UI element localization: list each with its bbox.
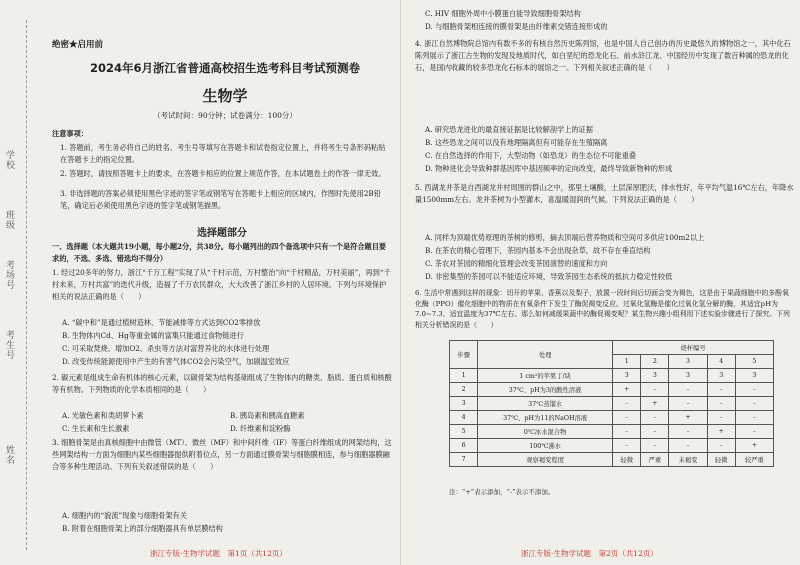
row-step: 3 — [450, 397, 478, 411]
row-val: - — [707, 383, 735, 397]
table-note: 注：“+”表示添加，“-”表示不添加。 — [449, 488, 555, 496]
row-val: - — [613, 425, 641, 439]
q5-option-c: C. 茶农对茶园的精细化管理会改变茶园演替的速度和方向 — [425, 259, 608, 268]
row-val: 严重 — [641, 453, 669, 467]
q1-option-c: C. 可采取焚烧、增加O2、杀虫等方法对富营养化的水体进行处理 — [62, 344, 270, 353]
margin-label-room: 考场号 — [4, 260, 14, 290]
q5-option-a: A. 同样为顶端优势原理的茶树的修剪，摘去顶端后营养物质和空间可多供应100m2以上 — [425, 233, 705, 242]
table-header-proc: 处理 — [478, 341, 613, 369]
exam-title: 2024年6月浙江省普通高校招生选考科目考试预测卷 — [89, 61, 360, 75]
table-row — [450, 383, 774, 397]
row-val: - — [641, 425, 669, 439]
q1-option-b: B. 生物体内Cd、Hg等重金属的富集只能通过食物链进行 — [62, 331, 244, 340]
row-val: + — [707, 425, 735, 439]
q4-option-d: D. 物种进化会导致种群基因库中基因频率的定向改变，最终导致新物种的形成 — [425, 164, 673, 173]
row-val: - — [669, 397, 707, 411]
row-proc: 37℃、pH为11的NaOH溶液 — [478, 411, 613, 425]
row-val: 未褐变 — [669, 453, 707, 467]
right-page — [400, 0, 800, 565]
q3-option-b: B. 附着在细胞骨架上的部分细胞器具有单层膜结构 — [62, 524, 223, 533]
row-step: 4 — [450, 411, 478, 425]
row-proc: 37℃蒸馏水 — [478, 397, 613, 411]
row-val: - — [669, 383, 707, 397]
table-row — [450, 397, 774, 411]
question-1: 1. 经过20多年的努力，浙江“千万工程”实现了从“千村示范，万村整治”向“千村精品，万村美丽”，再到“千村未来，万村共富”的迭代升级，造福了千万农民群众，大大改善了浙江乡村的人居环境。下列与环境保护相关的说法正确的是（ ） — [52, 268, 391, 301]
left-footer: 浙江专版-生物学试题 第1页（共12页） — [150, 549, 287, 558]
row-val: 轻微 — [707, 453, 735, 467]
row-val: 轻微 — [613, 453, 641, 467]
row-val: 3 — [641, 369, 669, 383]
table-row — [450, 369, 774, 383]
row-proc: 100℃沸水 — [478, 439, 613, 453]
row-proc: 观察褐变程度 — [478, 453, 613, 467]
question-6: 6. 生活中常遇到这样的现象：切开的苹果、香蕉以及梨子，放置一段时间后切面会变为褐色，这是由于果蔬细胞中的多酚氧化酶（PPO）催化细胞中的物质在有氧条件下发生了酶促褐变反应。过氧化氢酶是催化过氧化氢分解的酶，其适宜pH为7.0~7.3，适宜温度为37℃左右。那么如何减缓果蔬中的酶促褐变呢？某生物兴趣小组利用下述实验步骤进行了探究。下列相关分析错误的是（ ） — [415, 289, 790, 329]
table-header-step: 步骤 — [450, 341, 478, 369]
tube-num: 4 — [707, 355, 735, 369]
row-val: - — [641, 439, 669, 453]
question-5: 5. 西湖龙井茶是自西湖龙井村周围的群山之中，那里土壤酸，土层深厚肥沃，排水性好，年平均气温16℃左右，年降水量1500mm左右。龙井茶树为小型灌木，喜温暖湿润的气候。下列说法正确的是（ ） — [415, 183, 794, 204]
tube-num: 3 — [669, 355, 707, 369]
row-val: - — [707, 411, 735, 425]
q3-option-c: C. HIV 细胞外周中小膜蛋白能导致细胞骨架结构 — [425, 9, 581, 18]
row-step: 1 — [450, 369, 478, 383]
exam-meta: （考试时间：90分钟；试卷满分：100分） — [153, 111, 297, 120]
notice-heading: 注意事项： — [52, 129, 88, 138]
row-val: - — [641, 383, 669, 397]
row-val: + — [735, 439, 773, 453]
q2-option-c: C. 生长素和生长激素 — [62, 424, 130, 433]
subject-title: 生物学 — [202, 87, 248, 105]
q2-option-a: A. 光敏色素和类胡萝卜素 — [62, 411, 144, 420]
secret-label: 绝密★启用前 — [52, 40, 104, 50]
row-val: 3 — [735, 369, 773, 383]
tube-num: 5 — [735, 355, 773, 369]
row-val: - — [707, 397, 735, 411]
notice-2: 2. 答题时，请按照答题卡上的要求，在答题卡相应的位置上规范作答，在本试题卷上的作答一律无效。 — [60, 169, 386, 178]
table-row — [450, 411, 774, 425]
notice-1: 1. 答题前，考生务必将自己的姓名、考生号等填写在答题卡和试卷指定位置上，并将考生号条形码粘贴在答题卡上的指定位置。 — [60, 143, 386, 164]
row-val: + — [669, 411, 707, 425]
right-footer: 浙江专版-生物学试题 第2页（共12页） — [521, 549, 658, 558]
q4-option-c: C. 在自然选择的作用下，大型动物（如恐龙）的生态位不可能重叠 — [425, 151, 637, 160]
margin-label-school: 学校 — [4, 150, 14, 170]
q2-option-d: D. 纤维素和淀粉酶 — [230, 424, 291, 433]
cut-line — [26, 20, 27, 550]
q2-option-b: B. 胰岛素和胰高血糖素 — [230, 411, 305, 420]
row-val: - — [707, 439, 735, 453]
table-row — [450, 453, 774, 467]
q5-option-b: B. 在茶农的精心管理下，茶园内基本不会出现杂草，故不存在垂直结构 — [425, 246, 651, 255]
q5-option-d: D. 非密集型的茶园可以不能适应环境，导致茶园生态系统的抵抗力稳定性较低 — [425, 272, 673, 281]
row-val: + — [613, 383, 641, 397]
row-step: 2 — [450, 383, 478, 397]
row-step: 7 — [450, 453, 478, 467]
row-proc: 0℃冰水混合物 — [478, 425, 613, 439]
row-proc: 1 cm²的苹果丁/块 — [478, 369, 613, 383]
row-val: - — [613, 439, 641, 453]
experiment-table — [449, 340, 774, 467]
row-proc: 37℃、pH为3的酸性溶液 — [478, 383, 613, 397]
q3-option-a: A. 细胞内的“貌流”现象与细胞骨架有关 — [62, 511, 187, 520]
margin-label-name: 姓名 — [4, 445, 14, 465]
row-val: - — [669, 439, 707, 453]
tube-num: 2 — [641, 355, 669, 369]
question-3: 3. 细胞骨架是由真核细胞中由微管（MT）、微丝（MF）和中间纤维（IF）等蛋白纤维组成的网架结构，这些网架结构一方面为细胞内某些细胞器提供附着位点，另一方面通过膜骨架与细胞膜相连，参与细胞器膜融合等多种生理活动。下列有关叙述错误的是（ ） — [52, 438, 392, 471]
question-4: 4. 浙江自然博物院总馆内有数不多的有核自然历史陈列馆，也是中国人自己创办的历史最悠久的博物馆之一，其中化石陈列展示了浙江古生物的发现及地质时代，如白垩纪的恐龙化石、前水浒江龙、中国经历中发现了数百种属的恐龙的化石，是国内收藏的较多恐龙化石标本的展馆之一。下列相关叙述正确的是（ ） — [415, 39, 791, 72]
row-step: 5 — [450, 425, 478, 439]
q4-option-b: B. 这些恐龙之间可以没有地理隔离但有可能存在生殖隔离 — [425, 138, 608, 147]
row-val: - — [735, 411, 773, 425]
row-val: - — [613, 411, 641, 425]
row-val: 3 — [669, 369, 707, 383]
section-intro: 一、选择题（本大题共19小题，每小题2分，共38分。每小题列出的四个备选项中只有一个是符合题目要求的，不选、多选、错选均不得分） — [52, 242, 387, 263]
row-val: 3 — [613, 369, 641, 383]
row-val: - — [735, 383, 773, 397]
row-val: - — [735, 397, 773, 411]
table-row — [450, 425, 774, 439]
binding-margin — [0, 0, 40, 565]
row-val: 3 — [707, 369, 735, 383]
q1-option-a: A. “碳中和”是通过植树造林、节能减排等方式达到CO2零排放 — [62, 318, 261, 327]
row-val: - — [613, 397, 641, 411]
tube-num: 1 — [613, 355, 641, 369]
question-2: 2. 碳元素是组成生命有机体的核心元素，以碳骨架为结构基础组成了生物体内的糖类、脂质、蛋白质和核酸等有机物。下列物质的化学本质相同的是（ ） — [52, 373, 392, 394]
notice-3: 3. 非选择题的答案必须使用黑色字迹的签字笔或钢笔写在答题卡上相应的区域内，作图时先使用2B铅笔，确定后必须使用黑色字迹的签字笔或钢笔描黑。 — [60, 189, 381, 210]
q4-option-a: A. 研究恐龙进化的最直接证据是比较解剖学上的证据 — [425, 125, 593, 134]
table-row — [450, 439, 774, 453]
q3-option-d: D. 与细胞骨架相连接的膜骨架是由纤维素交错连接形成的 — [425, 22, 608, 31]
margin-label-candidate-no: 考生号 — [4, 330, 14, 360]
row-val: 较严重 — [735, 453, 773, 467]
row-val: - — [669, 425, 707, 439]
row-step: 6 — [450, 439, 478, 453]
table-header-tubes: 烧杯编号 — [613, 341, 774, 355]
margin-label-class: 班级 — [4, 210, 14, 230]
row-val: - — [735, 425, 773, 439]
row-val: - — [641, 411, 669, 425]
section-title: 选择题部分 — [197, 228, 247, 239]
q1-option-d: D. 改变传统能源使用中产生的有害气体CO2会污染空气，加剧温室效应 — [62, 357, 290, 366]
row-val: + — [641, 397, 669, 411]
